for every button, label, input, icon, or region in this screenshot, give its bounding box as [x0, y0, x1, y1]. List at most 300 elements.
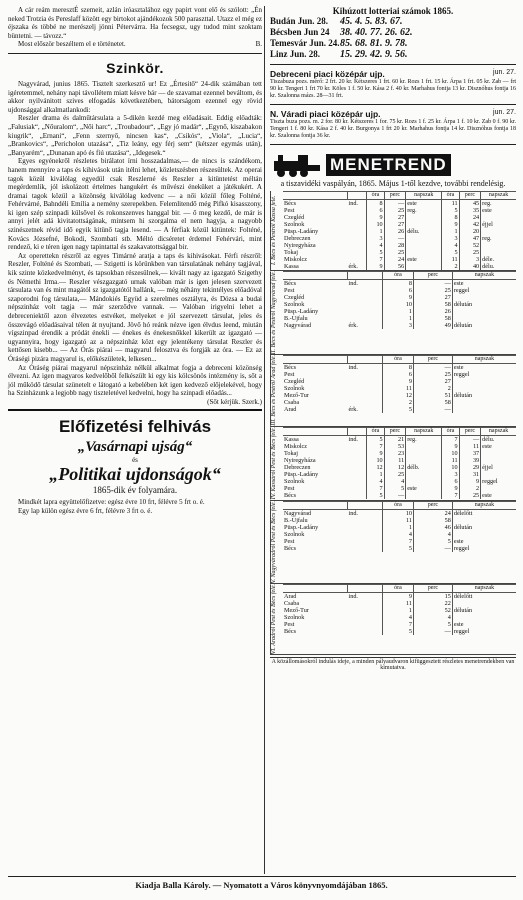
time-cell: 2 — [442, 263, 459, 270]
time-cell: 1 — [382, 315, 413, 322]
station-name: Bécs — [284, 200, 297, 207]
theatre-paragraph: Reszler drama és dalműtársulata a 5-dikén kezdé meg előadásait. Eddig előadták: „Falusiak“, „Nőuralom“, „Női harc“, „Troubadour“, „Egy jó madár“, „Egynő, kiszabakon kiugrik“, „Ernani“, „Fenn szernyő, nincsen kas“, „Csikós“, „Viola“, „Lucia“, „Brankovics“, „Pericholon utazása“, „Tiz leány, egy férj sem“ (kétszer egymás után), „Banyarém“, „Dunanan apó és fiú utazása“, „Idegesek.“ — [8, 114, 262, 157]
time-cell: 5 — [382, 545, 413, 552]
time-cell: 58 — [414, 315, 453, 322]
dep-arr-mark — [348, 538, 383, 545]
time-cell: este — [406, 485, 442, 492]
time-cell — [481, 249, 516, 256]
locomotive-icon — [270, 151, 322, 179]
timetable — [270, 191, 516, 655]
time-cell: reggel — [452, 287, 516, 294]
dep-arr-mark — [348, 256, 367, 263]
time-cell: 5 — [414, 621, 453, 628]
station-name: Püsp.-Ladány — [284, 523, 319, 531]
time-cell: reg. — [406, 436, 442, 444]
timetable-section — [270, 584, 516, 655]
timetable-row — [283, 263, 516, 270]
timetable-row — [283, 378, 516, 385]
column-header: óra — [382, 356, 413, 364]
time-cell: 8 — [382, 364, 413, 372]
route-label: IV. Kassáról Pest és Bécs felé. — [270, 427, 283, 499]
time-cell: 27 — [384, 221, 406, 228]
time-cell: délelőtt — [452, 592, 516, 600]
time-cell: 6 — [382, 287, 413, 294]
time-cell: 35 — [459, 207, 481, 214]
time-cell: reg. — [406, 207, 442, 214]
column-header — [283, 428, 348, 436]
time-cell: 25 — [459, 249, 481, 256]
station-name: Szolnok — [284, 530, 305, 538]
time-cell: 6 — [442, 478, 459, 485]
time-cell: 26 — [414, 308, 453, 315]
column-header — [348, 501, 383, 509]
timetable-row — [283, 592, 516, 600]
timetable-row — [283, 207, 516, 214]
time-cell: 51 — [414, 392, 453, 399]
time-cell: 1 — [382, 524, 413, 531]
time-cell: 31 — [459, 471, 481, 478]
time-cell: 47 — [459, 235, 481, 242]
announcement-price: Mindkét lapra együttelőfizetve: egész évre 10 frt, félévre 5 frt o. é. — [18, 497, 205, 506]
timetable-row — [283, 607, 516, 614]
time-cell: 25 — [384, 207, 406, 214]
timetable-row — [283, 221, 516, 228]
time-cell: 1 — [442, 228, 459, 235]
time-cell: 10 — [382, 301, 413, 308]
time-cell: 9 — [442, 443, 459, 450]
timetable-row — [283, 457, 516, 464]
route-label: II. Bécs és Pestről Nagyvárad felé. — [270, 271, 283, 354]
time-cell — [481, 228, 516, 235]
time-cell: 12 — [384, 464, 406, 471]
time-cell — [452, 399, 516, 406]
timetable-subtitle: a tiszavidéki vaspályán, 1865. Május 1-től kezdve, további rendelésig. — [280, 179, 506, 188]
section-heading: Szinkör. — [106, 59, 164, 76]
time-cell — [406, 478, 442, 485]
time-cell: délelőtt — [452, 509, 516, 517]
time-cell: délu. — [481, 263, 516, 270]
station-name: Csaba — [284, 399, 300, 407]
time-cell: este — [481, 207, 516, 214]
time-cell: — — [414, 364, 453, 372]
timetable-row — [283, 364, 516, 372]
dep-arr-mark — [348, 294, 383, 301]
time-cell: 7 — [382, 538, 413, 545]
timetable-row — [283, 471, 516, 478]
time-cell: — — [414, 545, 453, 552]
dep-arr-mark — [348, 308, 383, 315]
market-text: Tiszabuza pozs. mérő: 2 frt. 20 kr. Kétszeres 1 frt. 60 kr. Rozs 1 frt. 15 kr. Árpa 1 frt. 05 kr. Zab — frt 90 kr. Tengeri 1 frt 70 kr. Köles 1 f. 50 kr. Kása 2 f. 40 kr. Marhahus fontja 13 kr. Disznóhus fontja 16 kr. Szalonna mázs. 28—31 frt. — [270, 79, 516, 99]
column-header — [283, 584, 348, 592]
time-cell: 10 — [442, 450, 459, 457]
dep-arr-mark: érk. — [348, 406, 358, 414]
divider — [270, 144, 516, 145]
timetable-table — [283, 427, 516, 499]
column-divider — [264, 6, 265, 874]
timetable-row — [283, 600, 516, 607]
dep-arr-mark — [348, 235, 367, 242]
time-cell: 4 — [367, 478, 384, 485]
dep-arr-mark — [348, 392, 383, 399]
column-header: perc — [459, 428, 481, 436]
station-name: Miskolcz — [284, 256, 308, 263]
conjunction: és — [132, 455, 138, 464]
column-header: óra — [382, 272, 413, 280]
dep-arr-mark — [348, 207, 367, 214]
station-name: Czegléd — [284, 378, 305, 386]
timetable-row — [283, 200, 516, 208]
time-cell: 6 — [382, 371, 413, 378]
time-cell: 26 — [384, 228, 406, 235]
time-cell — [406, 457, 442, 464]
time-cell — [452, 406, 516, 413]
time-cell: 1 — [367, 471, 384, 478]
time-cell: 9 — [382, 378, 413, 385]
station-name: Arad — [284, 406, 297, 414]
dep-arr-mark: ind. — [348, 280, 358, 287]
time-cell: 5 — [414, 538, 453, 545]
time-cell: 4 — [442, 242, 459, 249]
time-cell: 4 — [414, 614, 453, 621]
time-cell: 7 — [367, 256, 384, 263]
station-name: Pest — [284, 207, 295, 214]
market-prices-varad — [270, 109, 516, 140]
time-cell: — — [384, 200, 406, 208]
time-cell: délután — [452, 322, 516, 329]
column-header: óra — [382, 584, 413, 592]
dep-arr-mark — [348, 315, 383, 322]
time-cell: — — [414, 628, 453, 635]
time-cell: este — [452, 364, 516, 372]
time-cell — [452, 385, 516, 392]
timetable-row — [283, 524, 516, 531]
dep-arr-mark — [348, 214, 367, 221]
column-header: napszak — [406, 192, 442, 200]
announcement-year: 1865-dik év folyamára. — [92, 484, 178, 495]
station-name: Nyiregyháza — [284, 242, 316, 249]
station-name: Pest — [284, 620, 295, 628]
time-cell: 3 — [442, 235, 459, 242]
dep-arr-mark — [348, 607, 383, 614]
time-cell: 25 — [384, 249, 406, 256]
column-header — [348, 584, 383, 592]
time-cell: — — [384, 235, 406, 242]
time-cell: reggel — [452, 545, 516, 552]
station-name: Debreczen — [284, 464, 311, 472]
time-cell — [481, 485, 516, 492]
column-header — [348, 272, 383, 280]
dep-arr-mark: ind. — [348, 592, 358, 600]
dep-arr-mark — [348, 287, 383, 294]
time-cell — [406, 443, 442, 450]
dep-arr-mark — [348, 600, 383, 607]
column-header — [348, 356, 383, 364]
time-cell: 52 — [414, 607, 453, 614]
station-name: Kassa — [284, 436, 299, 444]
time-cell — [481, 242, 516, 249]
column-header: óra — [442, 428, 459, 436]
timetable-row — [283, 538, 516, 545]
station-name: B.-Ujfalu — [284, 516, 308, 524]
column-header — [348, 192, 367, 200]
time-cell: délután — [452, 524, 516, 531]
timetable-row — [283, 517, 516, 524]
time-cell: 6 — [367, 207, 384, 214]
timetable-section — [270, 271, 516, 355]
timetable-row — [283, 235, 516, 242]
time-cell: 42 — [459, 221, 481, 228]
time-cell: 20 — [459, 228, 481, 235]
station-name: Czegléd — [284, 294, 305, 301]
time-cell: 40 — [459, 263, 481, 270]
time-cell: 25 — [414, 371, 453, 378]
time-cell: 7 — [382, 621, 413, 628]
time-cell: 8 — [442, 214, 459, 221]
station-name: Mező-Tur — [284, 606, 309, 614]
station-name: Nyiregyháza — [284, 457, 316, 465]
time-cell: reggel — [452, 628, 516, 635]
time-cell: 53 — [384, 443, 406, 450]
announcement-title: Előfizetési felhivás — [58, 416, 212, 436]
time-cell: 5 — [382, 628, 413, 635]
dep-arr-mark — [348, 628, 383, 635]
imprint: Kiadja Balla Károly. — Nyomatott a Város könyvnyomdájában 1865. — [135, 880, 388, 890]
timetable-title: MENETREND — [326, 154, 451, 176]
time-cell — [406, 492, 442, 499]
timetable-footnote: A közállomásokról indulás ideje, a minden pályaudvaron kifüggesztett részletes menetrendekben van kimutatva. — [271, 659, 515, 672]
time-cell: este — [452, 538, 516, 545]
time-cell: 58 — [414, 399, 453, 406]
dep-arr-mark — [348, 385, 383, 392]
time-cell — [406, 450, 442, 457]
station-name: Csaba — [284, 599, 300, 607]
dep-arr-mark — [348, 614, 383, 621]
footer-rule — [8, 876, 516, 877]
station-name: Debreczen — [284, 235, 311, 242]
column-header — [283, 192, 348, 200]
timetable-row — [283, 614, 516, 621]
time-cell: reg. — [481, 200, 516, 208]
market-title: N. Váradi piaci középár ujp. — [270, 109, 381, 119]
timetable-row — [283, 628, 516, 635]
time-cell: 7 — [442, 436, 459, 444]
time-cell: 9 — [367, 450, 384, 457]
time-cell: 9 — [367, 214, 384, 221]
dep-arr-mark: ind. — [348, 364, 358, 372]
timetable-section — [270, 427, 516, 500]
column-header: perc — [414, 584, 453, 592]
timetable-row — [283, 545, 516, 552]
time-cell — [481, 471, 516, 478]
time-cell: 4 — [384, 478, 406, 485]
lottery-title: Kihúzott lotteriai számok 1865. — [332, 6, 454, 16]
time-cell: 12 — [382, 392, 413, 399]
time-cell: 58 — [414, 517, 453, 524]
time-cell: 15 — [414, 592, 453, 600]
time-cell: 25 — [414, 287, 453, 294]
time-cell: 1 — [382, 308, 413, 315]
time-cell: 5 — [367, 249, 384, 256]
time-cell: 52 — [459, 242, 481, 249]
dep-arr-mark — [348, 301, 383, 308]
column-header — [283, 501, 348, 509]
timetable-row — [283, 228, 516, 235]
station-name: Szolnok — [284, 301, 305, 308]
dep-arr-mark — [348, 524, 383, 531]
column-header: napszak — [481, 192, 516, 200]
time-cell: este — [452, 621, 516, 628]
time-cell: 9 — [442, 485, 459, 492]
route-label: VI. Aradról Pest és Bécs felé. — [270, 584, 283, 654]
timetable-row — [283, 294, 516, 301]
column-header: napszak — [452, 272, 516, 280]
time-cell: 11 — [442, 457, 459, 464]
time-cell — [481, 214, 516, 221]
column-header: óra — [382, 501, 413, 509]
column-header: perc — [414, 272, 453, 280]
time-cell: 24 — [414, 509, 453, 517]
timetable-row — [283, 443, 516, 450]
timetable-row — [283, 371, 516, 378]
column-header: perc — [414, 501, 453, 509]
timetable-section — [270, 191, 516, 271]
timetable-row — [283, 214, 516, 221]
time-cell: 24 — [384, 256, 406, 263]
dep-arr-mark — [348, 457, 367, 464]
publication-name: „Vasárnapi ujság“ — [77, 438, 193, 455]
time-cell: délután — [452, 301, 516, 308]
time-cell: 10 — [367, 221, 384, 228]
time-cell: 56 — [384, 263, 406, 270]
time-cell: délu. — [406, 228, 442, 235]
dep-arr-mark — [348, 478, 367, 485]
time-cell: 10 — [442, 464, 459, 471]
time-cell — [452, 531, 516, 538]
time-cell — [452, 517, 516, 524]
time-cell: 11 — [382, 385, 413, 392]
timetable-row — [283, 280, 516, 288]
timetable-row — [283, 315, 516, 322]
time-cell: este — [481, 443, 516, 450]
timetable-row — [283, 492, 516, 499]
dep-arr-mark — [348, 378, 383, 385]
time-cell: 4 — [382, 531, 413, 538]
station-name: Bécs — [284, 280, 297, 287]
time-cell: 11 — [384, 457, 406, 464]
time-cell: délе. — [481, 256, 516, 263]
time-cell: 22 — [414, 600, 453, 607]
time-cell: 45 — [459, 200, 481, 208]
time-cell: 8 — [367, 200, 384, 208]
time-cell — [452, 600, 516, 607]
time-cell — [406, 214, 442, 221]
theatre-paragraph: Nagyvárad, junius 1865. Tisztelt szerkesztő ur! Ez „Értesitő“ 24-dik számában tett igéretemmel, nehány napi távollétem miatt késve bár — de szavamat ezennel beváltom, és akkor nyilvánitott szives elfogadás következtében, bátorságom ezennel egy rövid ujdonsággal alkalmatlankodi: — [8, 79, 262, 114]
column-header: perc — [459, 192, 481, 200]
time-cell: 27 — [414, 378, 453, 385]
time-cell: délb. — [406, 464, 442, 471]
time-cell — [406, 221, 442, 228]
time-cell: 10 — [367, 457, 384, 464]
market-date: jun. 27. — [493, 69, 516, 76]
time-cell: 10 — [382, 509, 413, 517]
editor-note: (Sőt kérjük. Szerk.) — [207, 397, 262, 406]
lottery-results — [270, 6, 516, 60]
station-name: Szolnok — [284, 385, 305, 393]
timetable-row — [283, 436, 516, 444]
intro-signature: B. — [255, 40, 262, 49]
market-title: Debreceni piaci középár ujp. — [270, 69, 385, 79]
time-cell: 1 — [382, 607, 413, 614]
timetable-row — [283, 531, 516, 538]
time-cell: este — [406, 200, 442, 208]
dep-arr-mark — [348, 531, 383, 538]
market-text: Tiszta buza pozs. m. 2 for. 80 kr. Kétszeres 1 for. 75 kr. Rozs 1 f. 25 kr. Árpa 1 f. 10 kr. Zab 0 f. 90 kr. Tengeri 1 f. 80 kr. Kása 2 f. 40 kr. Burgonya 1 frt 20 kr. Marhahus fontja 14 kr. Disznóhus fontja 18 kr. Szalonna fontja 36 kr. — [270, 119, 516, 139]
theatre-paragraph: Az operettekn részről az egyes Timárné aratja a taps és kihivásokat. Férfi részről: Reszler, Folténé és Szombati, — Szigetti is körünkben van társulatának nehány tagjával, kik szinte közkedvelményt, és tapsokban részesülnek,— kivált nagy az igazgató Szigethy és Némethi Irma.— Reszler vészgazgató urnak valóban már is igen jelesen szervezett társulata van és mint magától sz igazgatótól hallánk, — még néhány tekintélyes előadóval szaporodni fog társulata,— Mándokiés Együd a szerelmes osztályra, és Dózsa a budai népszinház volt tagja — már szerződve vannak. — Valóban irigyelni lehet a debreceniektől azon élvezetes estvéket, melyeket e jól szervezett társulat, jeles és összevágó előadásaival télen át nyujtand. Jövő hó reánk nézve igen élvdus leend, miután vígszinpad érendik a pródát énekli — énekes és énekesnőkkel kikerült az igazgató — ugyannyira, hogy igazgató az a népszinház közt egy jelentékeny társulat Reszler és kettősen kisebb... — Az Órás piárai — magyarul felosztva és forgják az óra. — Ez az Óráségi pizára magyarul is, előkészületek, lelkesen... — [8, 251, 262, 363]
station-name: Nagyvárad — [284, 322, 312, 329]
timetable-row — [283, 301, 516, 308]
time-cell — [481, 450, 516, 457]
column-header: óra — [367, 192, 384, 200]
left-column — [8, 6, 262, 515]
time-cell: 5 — [442, 249, 459, 256]
column-header: perc — [384, 428, 406, 436]
station-name: B.-Ujfalu — [284, 315, 308, 322]
time-cell: 5 — [382, 406, 413, 413]
time-cell — [406, 242, 442, 249]
station-name: Nagyvárad — [284, 509, 312, 517]
dep-arr-mark — [348, 492, 367, 499]
station-name: Arad — [284, 592, 297, 600]
lottery-row: Temesvár Jun. 24.85. 68. 81. 9. 78. — [270, 38, 408, 49]
column-header: óra — [367, 428, 384, 436]
time-cell: 24 — [459, 214, 481, 221]
timetable-row — [283, 308, 516, 315]
station-name: Bécs — [284, 492, 297, 500]
dep-arr-mark — [348, 545, 383, 552]
time-cell: 11 — [442, 256, 459, 263]
station-name: Mező-Tur — [284, 392, 309, 400]
timetable-row — [283, 464, 516, 471]
station-name: Pest — [284, 485, 295, 493]
timetable-header — [270, 151, 516, 179]
divider — [270, 104, 516, 105]
time-cell: 46 — [414, 524, 453, 531]
time-cell — [452, 614, 516, 621]
dep-arr-mark — [348, 450, 367, 457]
route-label: I. Bécs és Pestről Kassa felé. — [270, 191, 283, 270]
column-header: napszak — [452, 584, 516, 592]
time-cell: 7 — [442, 492, 459, 499]
time-cell: 3 — [382, 322, 413, 329]
time-cell: 3 — [459, 256, 481, 263]
column-header — [283, 272, 348, 280]
time-cell: 3 — [442, 471, 459, 478]
intro-closing: Most először beszéltem el e történetet. — [18, 40, 126, 49]
time-cell: este — [452, 280, 516, 288]
time-cell: 23 — [384, 450, 406, 457]
dep-arr-mark — [348, 517, 383, 524]
time-cell — [481, 457, 516, 464]
column-header — [283, 356, 348, 364]
time-cell: 9 — [382, 294, 413, 301]
time-cell: 2 — [382, 399, 413, 406]
route-label: V. Nagyváradról Pest és Bécs felé. — [270, 501, 283, 583]
dep-arr-mark — [348, 249, 367, 256]
timetable-row — [283, 399, 516, 406]
station-name: Kassa — [284, 263, 299, 270]
time-cell: 9 — [367, 263, 384, 270]
time-cell: 1 — [367, 228, 384, 235]
